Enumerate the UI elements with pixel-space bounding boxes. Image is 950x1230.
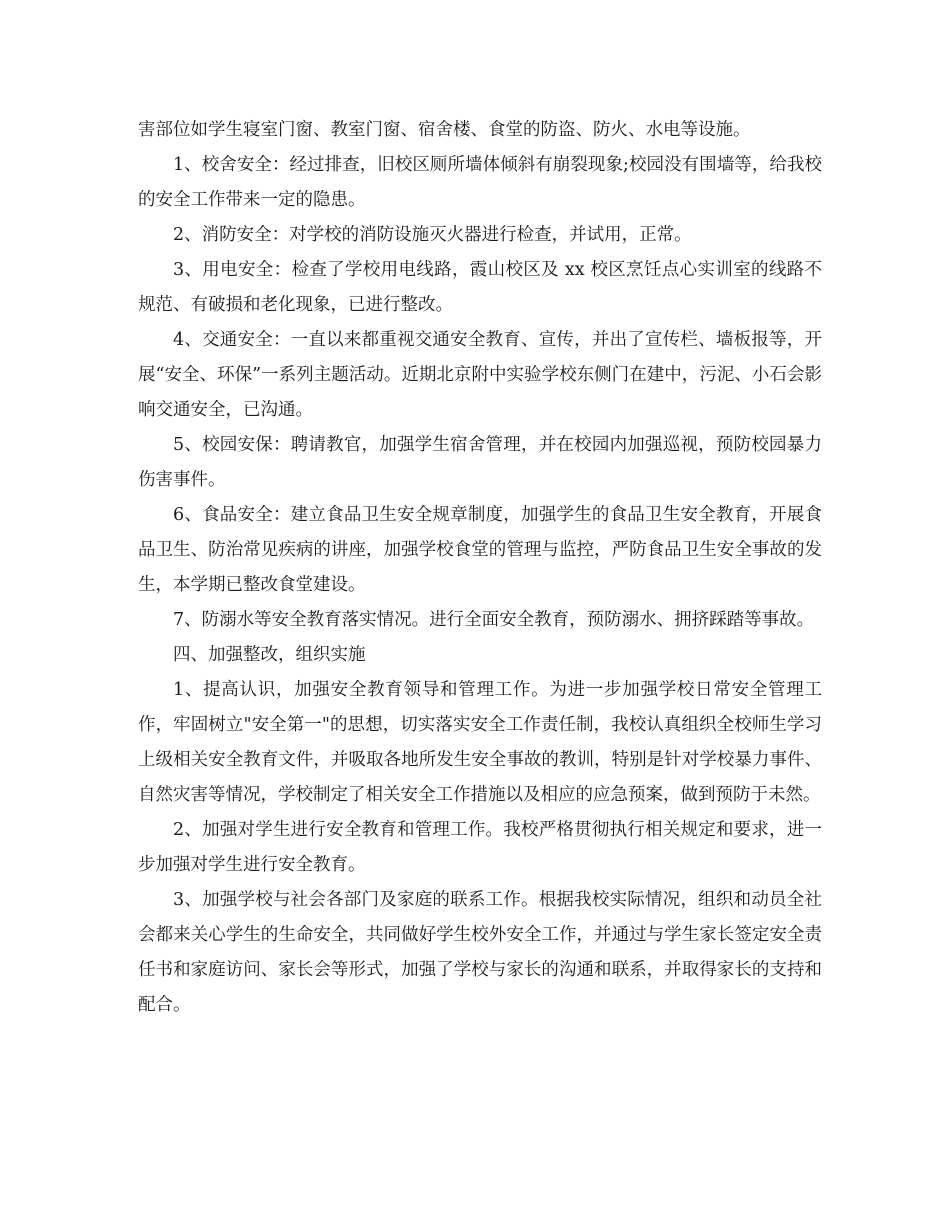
paragraph-school-building-safety: 1、校舍安全：经过排查，旧校区厕所墙体倾斜有崩裂现象;校园没有围墙等，给我校的安全工作带来一定的隐患。 <box>138 155 822 210</box>
paragraph-continuation: 害部位如学生寝室门窗、教室门窗、宿舍楼、食堂的防盗、防火、水电等设施。 <box>138 120 751 140</box>
paragraph-drowning-prevention: 7、防溺水等安全教育落实情况。进行全面安全教育，预防溺水、拥挤踩踏等事故。 <box>173 610 815 630</box>
paragraph-family-contact: 3、加强学校与社会各部门及家庭的联系工作。根据我校实际情况，组织和动员全社会都来关心学生的生命安全，共同做好学生校外安全工作，并通过与学生家长签定安全责任书和家庭访问、家长会等形式，加强了学校与家长的沟通和联系，并取得家长的支持和配合。 <box>138 890 822 1015</box>
document-body <box>138 113 822 1023</box>
paragraph-campus-security: 5、校园安保：聘请教官，加强学生宿舍管理，并在校园内加强巡视，预防校园暴力伤害事件。 <box>138 435 822 490</box>
section-heading: 四、加强整改，组织实施 <box>173 645 366 665</box>
paragraph-student-education: 2、加强对学生进行安全教育和管理工作。我校严格贯彻执行相关规定和要求，进一步加强对学生进行安全教育。 <box>138 820 822 875</box>
paragraph-traffic-safety: 4、交通安全：一直以来都重视交通安全教育、宣传，并出了宣传栏、墙板报等，开展“安全、环保”一系列主题活动。近期北京附中实验学校东侧门在建中，污泥、小石会影响交通安全，已沟通。 <box>138 330 822 420</box>
paragraph-food-safety: 6、食品安全：建立食品卫生安全规章制度，加强学生的食品卫生安全教育，开展食品卫生、防治常见疾病的讲座，加强学校食堂的管理与监控，严防食品卫生安全事故的发生，本学期已整改食堂建设。 <box>138 505 822 595</box>
paragraph-electrical-safety: 3、用电安全：检查了学校用电线路，霞山校区及 xx 校区烹饪点心实训室的线路不规范、有破损和老化现象，已进行整改。 <box>138 260 822 315</box>
paragraph-awareness: 1、提高认识，加强安全教育领导和管理工作。为进一步加强学校日常安全管理工作，牢固树立"安全第一"的思想，切实落实安全工作责任制，我校认真组织全校师生学习上级相关安全教育文件，并吸取各地所发生安全事故的教训，特别是针对学校暴力事件、自然灾害等情况，学校制定了相关安全工作措施以及相应的应急预案，做到预防于未然。 <box>138 680 822 805</box>
paragraph-fire-safety: 2、消防安全：对学校的消防设施灭火器进行检查，并试用，正常。 <box>173 225 692 245</box>
